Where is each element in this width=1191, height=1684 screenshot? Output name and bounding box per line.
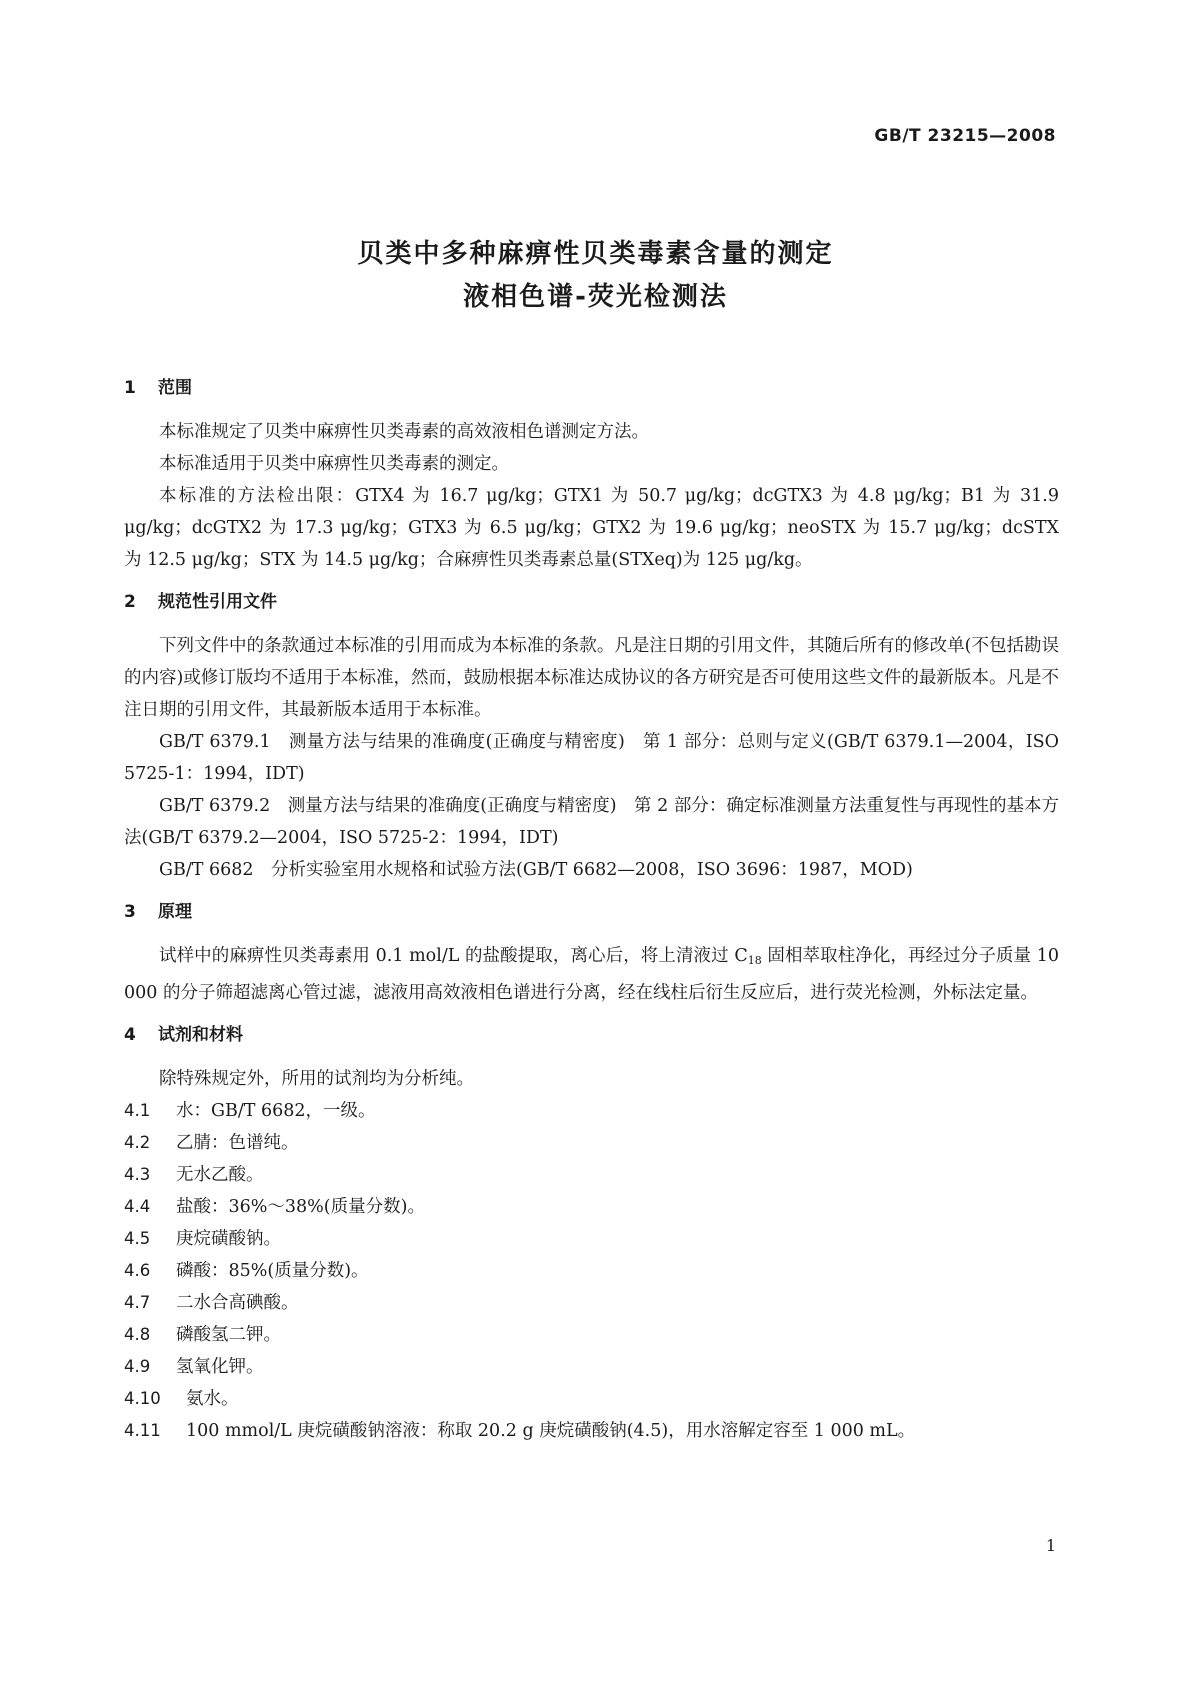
reference-entry: GB/T 6379.2 测量方法与结果的准确度(正确度与精密度) 第 2 部分：确定标准测量方法重复性与再现性的基本方法(GB/T 6379.2—2004，ISO 5725-2：1994，IDT) (124, 796, 1059, 848)
section-number: 4 (124, 1025, 136, 1045)
paragraph: 本标准规定了贝类中麻痹性贝类毒素的高效液相色谱测定方法。 (159, 422, 649, 442)
paragraph: 下列文件中的条款通过本标准的引用而成为本标准的条款。凡是注日期的引用文件，其随后所有的修改单(不包括勘误的内容)或修订版均不适用于本标准，然而，鼓励根据本标准达成协议的各方研究是否可使用这些文件的最新版本。凡是不注日期的引用文件，其最新版本适用于本标准。 (124, 636, 1059, 720)
item-number: 4.11 (124, 1421, 161, 1440)
item-number: 4.10 (124, 1389, 161, 1408)
reagent-item (124, 1095, 1059, 1127)
page-number: 1 (1045, 1536, 1056, 1555)
item-text: 磷酸：85%(质量分数)。 (176, 1261, 369, 1281)
item-text: 盐酸：36%～38%(质量分数)。 (176, 1197, 425, 1217)
section-heading-normative-references (124, 586, 1059, 618)
reagent-item (124, 1287, 1059, 1319)
document-title-line-1: 贝类中多种麻痹性贝类毒素含量的测定 (357, 239, 834, 269)
section-title: 规范性引用文件 (158, 592, 277, 612)
section-heading-principle (124, 896, 1059, 928)
item-text: 二水合高碘酸。 (176, 1293, 299, 1313)
item-number: 4.5 (124, 1229, 151, 1248)
document-body (124, 372, 1059, 1447)
item-text: 100 mmol/L 庚烷磺酸钠溶液：称取 20.2 g 庚烷磺酸钠(4.5)，用水溶解定容至 1 000 mL。 (186, 1421, 916, 1441)
paragraph: 除特殊规定外，所用的试剂均为分析纯。 (159, 1069, 474, 1089)
reagent-item (124, 1159, 1059, 1191)
item-number: 4.9 (124, 1357, 151, 1376)
standard-code: GB/T 23215—2008 (874, 126, 1056, 146)
section-number: 3 (124, 902, 136, 922)
reagent-item (124, 1191, 1059, 1223)
reagent-item (124, 1255, 1059, 1287)
item-text: 水：GB/T 6682，一级。 (176, 1101, 376, 1121)
reagent-item (124, 1223, 1059, 1255)
subscript: 18 (747, 954, 762, 967)
reagent-item (124, 1383, 1059, 1415)
item-number: 4.1 (124, 1101, 151, 1120)
reference-entry: GB/T 6682 分析实验室用水规格和试验方法(GB/T 6682—2008，ISO 3696：1987，MOD) (159, 860, 913, 880)
item-number: 4.3 (124, 1165, 151, 1184)
item-number: 4.2 (124, 1133, 151, 1152)
item-number: 4.8 (124, 1325, 151, 1344)
reagent-item (124, 1351, 1059, 1383)
text-run: 固相萃取柱净化，再经过分子质量 10 000 的分子筛超滤离心管过滤，滤液用高效液相色谱进行分离，经在线柱后衍生反应后，进行荧光检测，外标法定量。 (124, 946, 1059, 1003)
section-number: 1 (124, 378, 136, 398)
reagent-item (124, 1319, 1059, 1351)
item-text: 氢氧化钾。 (176, 1357, 264, 1377)
item-text: 氨水。 (186, 1389, 239, 1409)
section-heading-scope (124, 372, 1059, 404)
principle-paragraph (124, 940, 1059, 1009)
item-text: 无水乙酸。 (176, 1165, 264, 1185)
item-number: 4.4 (124, 1197, 151, 1216)
reagent-item (124, 1127, 1059, 1159)
document-title-line-2: 液相色谱-荧光检测法 (463, 282, 728, 312)
item-text: 磷酸氢二钾。 (176, 1325, 281, 1345)
section-title: 原理 (158, 902, 192, 922)
detection-limits-paragraph: 本标准的方法检出限：GTX4 为 16.7 μg/kg；GTX1 为 50.7 μg/kg；dcGTX3 为 4.8 μg/kg；B1 为 31.9 μg/kg；dcGTX2 为 17.3 μg/kg；GTX3 为 6.5 μg/kg；GTX2 为 19.6 μg/kg；neoSTX 为 15.7 μg/kg；dcSTX 为 12.5 μg/kg；STX 为 14.5 μg/kg；合麻痹性贝类毒素总量(STXeq)为 125 μg/kg。 (124, 486, 1059, 570)
reference-entry: GB/T 6379.1 测量方法与结果的准确度(正确度与精密度) 第 1 部分：总则与定义(GB/T 6379.1—2004，ISO 5725-1：1994，IDT) (124, 732, 1059, 784)
section-title: 试剂和材料 (158, 1025, 243, 1045)
section-number: 2 (124, 592, 136, 612)
item-text: 乙腈：色谱纯。 (176, 1133, 299, 1153)
section-title: 范围 (158, 378, 192, 398)
item-number: 4.6 (124, 1261, 151, 1280)
item-text: 庚烷磺酸钠。 (176, 1229, 281, 1249)
text-run: 试样中的麻痹性贝类毒素用 0.1 mol/L 的盐酸提取，离心后，将上清液过 C (159, 946, 748, 966)
reagent-item (124, 1415, 1059, 1447)
paragraph: 本标准适用于贝类中麻痹性贝类毒素的测定。 (159, 454, 509, 474)
section-heading-reagents (124, 1019, 1059, 1051)
item-number: 4.7 (124, 1293, 151, 1312)
